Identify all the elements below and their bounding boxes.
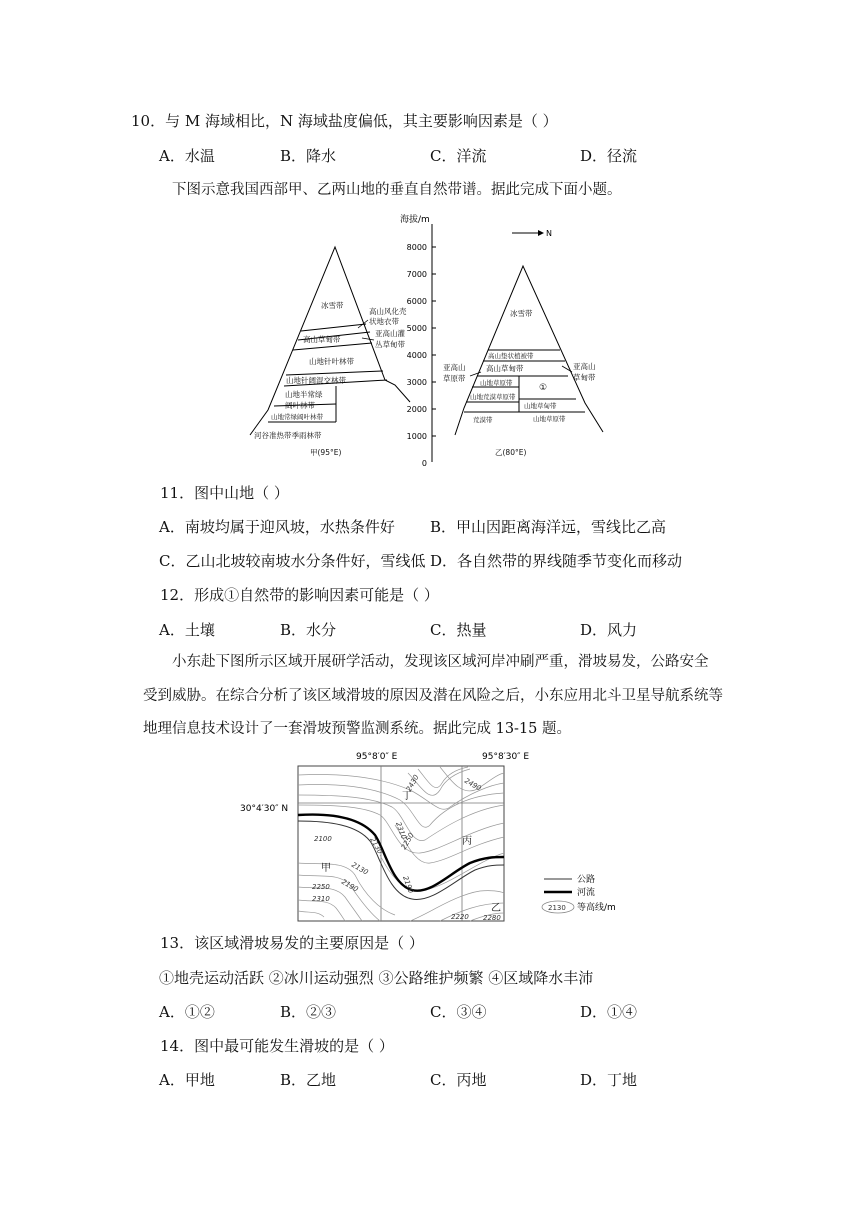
intro-paragraph-2-line-2: 受到威胁。在综合分析了该区域滑坡的原因及潜在风险之后，小东应用北斗卫星导航系统等 bbox=[143, 688, 723, 704]
q12-option-b: B．水分 bbox=[280, 621, 337, 639]
contour-label-2430: 2430 bbox=[404, 773, 421, 793]
yi-zone-desert: 荒漠带 bbox=[473, 416, 493, 424]
altitude-axis-label: 海拔/m bbox=[400, 215, 430, 225]
legend-road-label: 公路 bbox=[577, 875, 596, 885]
q12-option-a: A．土壤 bbox=[159, 621, 215, 639]
q10-option-b: B．降水 bbox=[280, 147, 337, 165]
jia-callout-1b: 状地衣带 bbox=[369, 317, 399, 326]
latitude-label: 30°4′30″ N bbox=[240, 804, 289, 814]
longitude-label-1: 95°8′0″ E bbox=[356, 752, 398, 762]
legend-contour-sample: 2130 bbox=[548, 904, 566, 912]
q11-option-a: A．南坡均属于迎风坡，水热条件好 bbox=[159, 518, 395, 536]
vertical-zone-figure bbox=[0, 210, 860, 470]
yi-caption: 乙(80°E) bbox=[495, 448, 527, 457]
q14-option-b: B．乙地 bbox=[280, 1071, 337, 1089]
yi-zone-1: ① bbox=[539, 383, 548, 393]
contour-label-2310b: 2310 bbox=[394, 820, 408, 841]
q14-stem: 14．图中最可能发生滑坡的是（ ） bbox=[160, 1037, 394, 1055]
q11-stem: 11．图中山地（ ） bbox=[160, 484, 289, 502]
contour-label-2130b: 2130 bbox=[368, 836, 385, 856]
tick-3000: 3000 bbox=[406, 378, 427, 387]
jia-zone-rainforest: 河谷准热带季雨林带 bbox=[254, 431, 322, 440]
yi-zone-cushion: 高山垫状植被带 bbox=[488, 352, 534, 360]
yi-callout-1b: 草原带 bbox=[443, 374, 466, 383]
q10-option-a: A．水温 bbox=[159, 147, 215, 165]
jia-callout-2b: 丛草甸带 bbox=[375, 340, 405, 349]
contour-label-2100: 2100 bbox=[314, 835, 332, 843]
contour-map-figure bbox=[0, 745, 860, 925]
q10-option-c: C．洋流 bbox=[430, 147, 487, 165]
tick-2000: 2000 bbox=[406, 405, 427, 414]
tick-8000: 8000 bbox=[406, 243, 427, 252]
q10-option-d: D．径流 bbox=[580, 147, 638, 165]
jia-zone-meadow: 高山草甸带 bbox=[303, 335, 341, 344]
jia-zone-conifer: 山地针叶林带 bbox=[309, 357, 354, 366]
jia-callout-1a: 高山风化壳 bbox=[369, 307, 407, 316]
north-arrow-icon bbox=[512, 230, 544, 236]
contour-label-2490: 2490 bbox=[463, 776, 483, 793]
legend-contour-label: 等高线/m bbox=[577, 903, 616, 913]
yi-zone-desert-steppe: 山地荒漠草原带 bbox=[470, 393, 516, 401]
yi-zone-steppe: 山地草原带 bbox=[480, 379, 513, 387]
tick-7000: 7000 bbox=[406, 270, 427, 279]
altitude-ticks bbox=[407, 243, 427, 468]
legend-river-label: 河流 bbox=[577, 888, 596, 898]
map-legend bbox=[542, 873, 616, 913]
intro-paragraph-1: 下图示意我国西部甲、乙两山地的垂直自然带谱。据此完成下面小题。 bbox=[172, 182, 622, 198]
tick-0: 0 bbox=[421, 459, 427, 468]
tick-6000: 6000 bbox=[406, 297, 427, 306]
intro-paragraph-2-line-1: 小东赴下图所示区域开展研学活动，发现该区域河岸冲刷严重，滑坡易发，公路安全 bbox=[172, 654, 709, 670]
q13-choices: ①地壳运动活跃 ②冰川运动强烈 ③公路维护频繁 ④区域降水丰沛 bbox=[159, 969, 594, 987]
q12-option-d: D．风力 bbox=[580, 621, 638, 639]
yi-zone-meadow: 高山草甸带 bbox=[486, 364, 524, 373]
yi-callout-2b: 草甸带 bbox=[573, 373, 596, 382]
q12-stem: 12．形成①自然带的影响因素可能是（ ） bbox=[160, 586, 439, 604]
q10-stem: 10．与 M 海域相比，N 海域盐度偏低，其主要影响因素是（ ） bbox=[131, 112, 558, 130]
q13-option-a: A．①② bbox=[159, 1003, 215, 1021]
jia-zone-broadleaf: 阔叶林带 bbox=[285, 401, 315, 410]
tick-4000: 4000 bbox=[406, 351, 427, 360]
yi-zone-mountain-meadow: 山地草甸带 bbox=[524, 402, 557, 410]
q13-option-d: D．①④ bbox=[580, 1003, 638, 1021]
jia-zone-semi-evergreen: 山地半常绿 bbox=[285, 390, 323, 399]
contour-label-2190b: 2190 bbox=[401, 874, 415, 895]
contour-label-2190: 2190 bbox=[340, 877, 360, 894]
longitude-label-2: 95°8′30″ E bbox=[482, 752, 530, 762]
place-yi: 乙 bbox=[491, 903, 501, 914]
q14-option-d: D．丁地 bbox=[580, 1071, 638, 1089]
north-label: N bbox=[546, 229, 552, 238]
contour-label-2220: 2220 bbox=[451, 913, 469, 921]
place-bing: 丙 bbox=[462, 836, 472, 847]
contour-label-2280: 2280 bbox=[483, 914, 501, 922]
q11-option-d: D．各自然带的界线随季节变化而移动 bbox=[430, 552, 683, 570]
yi-zone-steppe-north: 山地草原带 bbox=[533, 415, 566, 423]
place-jia: 甲 bbox=[321, 863, 331, 874]
jia-callout-2a: 亚高山灌 bbox=[375, 329, 405, 338]
jia-zone-mixed: 山地针阔混交林带 bbox=[286, 376, 346, 385]
jia-caption: 甲(95°E) bbox=[310, 448, 342, 457]
q14-option-a: A．甲地 bbox=[159, 1071, 215, 1089]
q13-option-c: C．③④ bbox=[430, 1003, 487, 1021]
place-ding: 丁 bbox=[402, 791, 412, 802]
tick-1000: 1000 bbox=[406, 432, 427, 441]
contour-label-2130: 2130 bbox=[350, 860, 370, 877]
q14-option-c: C．丙地 bbox=[430, 1071, 487, 1089]
intro-paragraph-2-line-3: 地理信息技术设计了一套滑坡预警监测系统。据此完成 13-15 题。 bbox=[143, 721, 572, 737]
q13-stem: 13．该区域滑坡易发的主要原因是（ ） bbox=[160, 934, 424, 952]
q11-option-b: B．甲山因距离海洋远，雪线比乙高 bbox=[430, 518, 667, 536]
yi-callout-2a: 亚高山 bbox=[573, 362, 596, 371]
contour-label-2310: 2310 bbox=[312, 895, 330, 903]
tick-5000: 5000 bbox=[406, 324, 427, 333]
q12-option-c: C．热量 bbox=[430, 621, 487, 639]
contour-label-2250b: 2250 bbox=[399, 831, 416, 851]
contour-label-2250: 2250 bbox=[312, 883, 330, 891]
yi-zone-ice: 冰雪带 bbox=[510, 309, 533, 318]
jia-zone-evergreen: 山地常绿阔叶林带 bbox=[271, 413, 323, 421]
q11-option-c: C．乙山北坡较南坡水分条件好，雪线低 bbox=[159, 552, 426, 570]
jia-zone-ice: 冰雪带 bbox=[321, 301, 344, 310]
q13-option-b: B．②③ bbox=[280, 1003, 337, 1021]
yi-callout-1a: 亚高山 bbox=[443, 363, 466, 372]
